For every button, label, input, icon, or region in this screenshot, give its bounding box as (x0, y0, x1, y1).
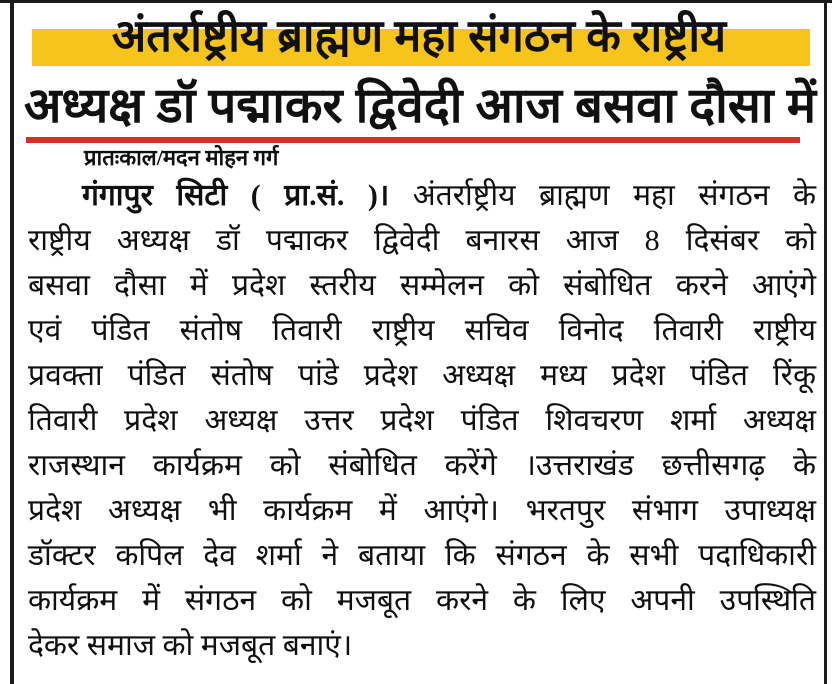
body-line: कार्यक्रम में संगठन को मजबूत करने के लिए अपनी उपस्थिति (28, 584, 816, 617)
body-line: एवं पंडित संतोष तिवारी राष्ट्रीय सचिव विनोद तिवारी राष्ट्रीय (28, 314, 816, 347)
body-line: बसवा दौसा में प्रदेश स्तरीय सम्मेलन को संबोधित करने आएंगे (28, 269, 816, 302)
body-line: राष्ट्रीय अध्यक्ष डॉ पद्माकर द्विवेदी बनारस आज 8 दिसंबर को (28, 224, 816, 257)
headline-line1: अंतर्राष्ट्रीय ब्राह्मण महा संगठन के राष्ट्रीय (111, 11, 727, 61)
body-line: राजस्थान कार्यक्रम को संबोधित करेंगे ।उत्तराखंड छत्तीसगढ़ के (28, 449, 816, 482)
right-border-line (824, 0, 827, 684)
body-line: तिवारी प्रदेश अध्यक्ष उत्तर प्रदेश पंडित शिवचरण शर्मा अध्यक्ष (28, 404, 816, 437)
body-line: देकर समाज को मजबूत बनाएं। (28, 629, 353, 662)
clipping-content (14, 3, 822, 668)
dateline: गंगापुर सिटी ( प्रा.सं. )। (82, 179, 390, 212)
body-line: प्रदेश अध्यक्ष भी कार्यक्रम में आएंगे। भरतपुर संभाग उपाध्यक्ष (28, 494, 816, 527)
body-line: प्रवक्ता पंडित संतोष पांडे प्रदेश अध्यक्ष मध्य प्रदेश पंडित रिंकू (28, 359, 816, 392)
headline-line2: अध्यक्ष डॉ पद्माकर द्विवेदी आज बसवा दौसा में (24, 78, 816, 133)
red-underline-rule (26, 137, 800, 143)
byline: प्रातःकाल/मदन मोहन गर्ग (84, 145, 279, 170)
body-line: डॉक्टर कपिल देव शर्मा ने बताया कि संगठन के सभी पदाधिकारी (28, 539, 816, 572)
article-body (28, 173, 816, 668)
body-line-text: अंतर्राष्ट्रीय ब्राह्मण महा संगठन के (412, 179, 816, 212)
headline-line1-wrap (24, 6, 814, 78)
body-line (28, 173, 816, 218)
